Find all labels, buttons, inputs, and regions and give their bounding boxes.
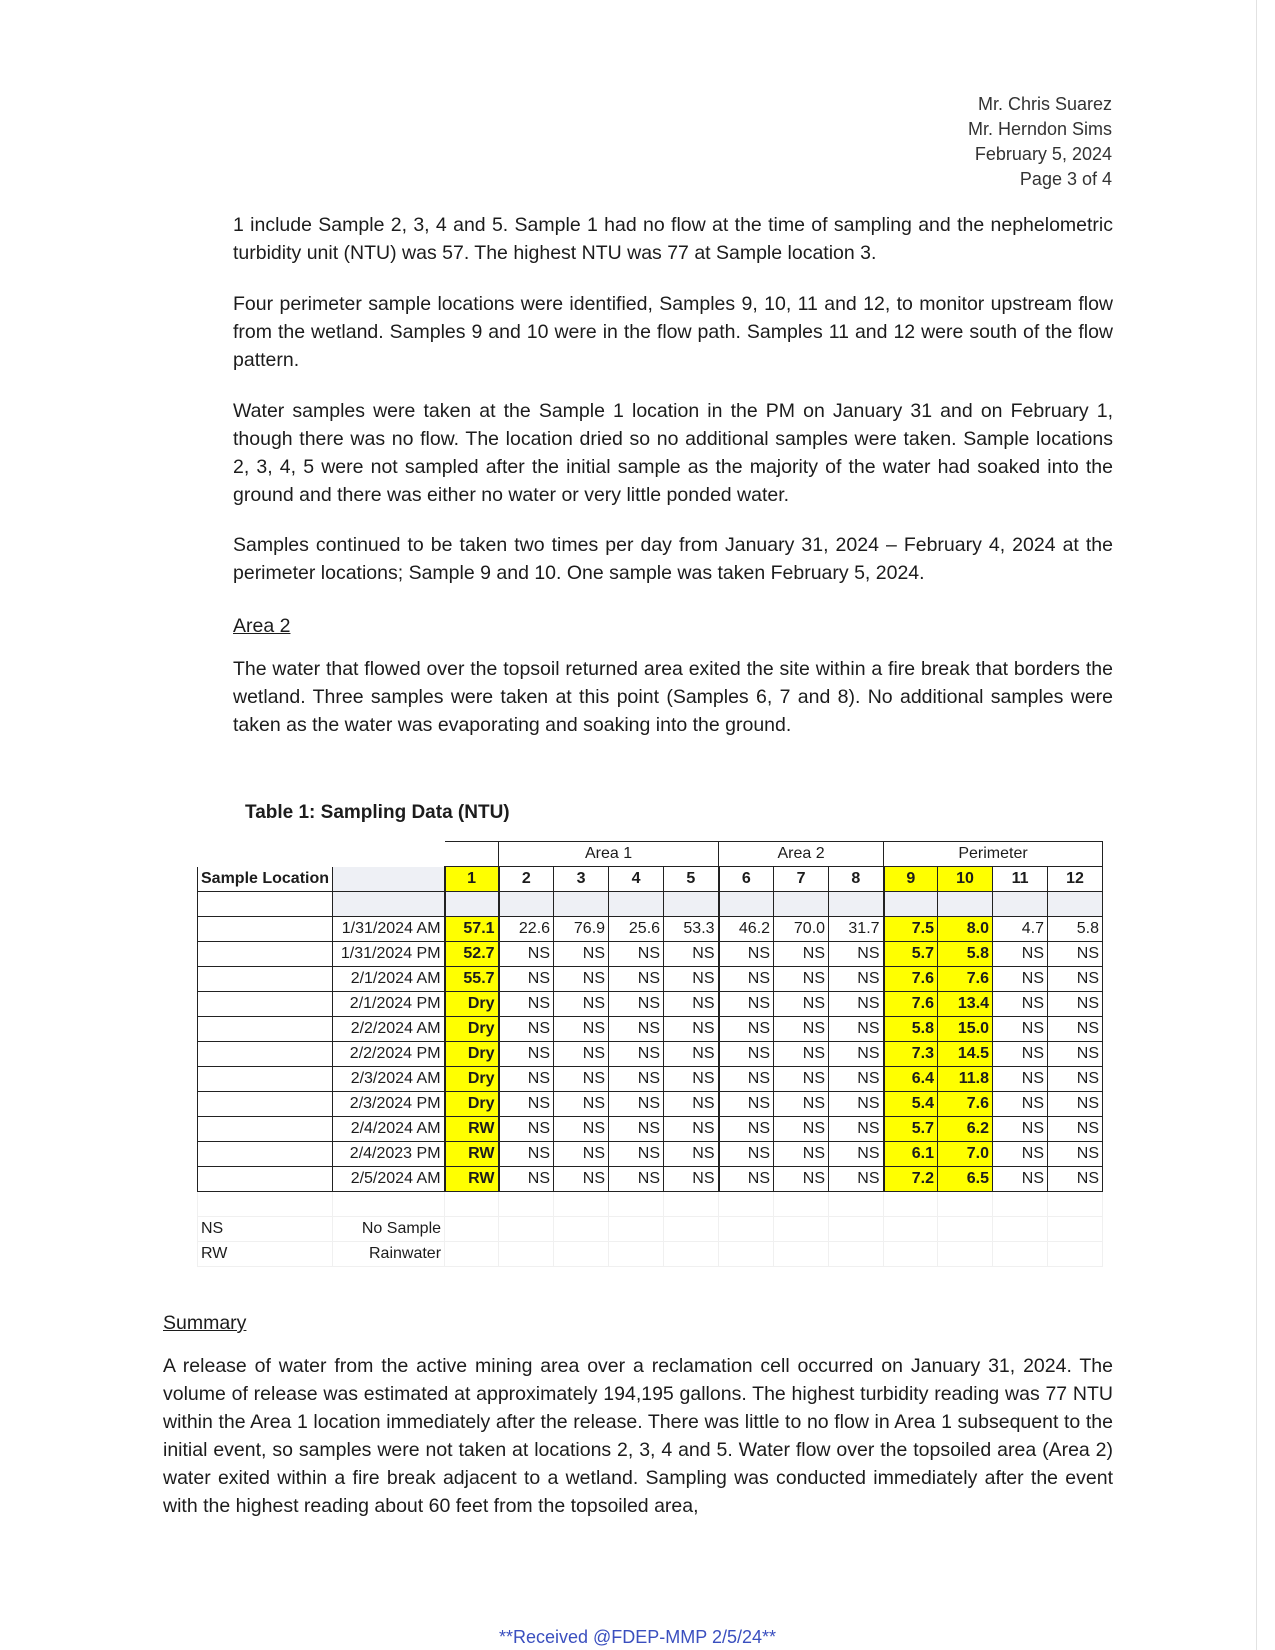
group-area2: Area 2: [719, 842, 884, 867]
cell-sample-9: 6.4: [884, 1067, 938, 1092]
cell-sample-8: NS: [829, 1017, 884, 1042]
column-header-5: 5: [664, 867, 719, 892]
cell-sample-9: 7.6: [884, 992, 938, 1017]
cell-sample-5: NS: [664, 1117, 719, 1142]
cell-sample-6: NS: [719, 1017, 774, 1042]
cell-sample-8: NS: [829, 992, 884, 1017]
cell-sample-5: NS: [664, 1142, 719, 1167]
summary-heading: Summary: [163, 1312, 247, 1334]
cell-sample-9: 5.8: [884, 1017, 938, 1042]
cell-sample-12: NS: [1048, 1067, 1103, 1092]
row-date: 2/2/2024 PM: [333, 1042, 445, 1067]
column-header-9: 9: [884, 867, 938, 892]
column-header-10: 10: [938, 867, 993, 892]
cell-sample-6: NS: [719, 1042, 774, 1067]
cell-sample-12: 5.8: [1048, 917, 1103, 942]
cell-sample-3: NS: [554, 967, 609, 992]
cell-sample-4: NS: [609, 942, 664, 967]
row-date: 1/31/2024 AM: [333, 917, 445, 942]
legend-code: NS: [198, 1217, 333, 1242]
table-row: [198, 967, 1103, 992]
cell-sample-10: 6.2: [938, 1117, 993, 1142]
cell-sample-7: NS: [774, 1067, 829, 1092]
table-row: [198, 1017, 1103, 1042]
spacer-row: [198, 1192, 1103, 1217]
cell-sample-3: NS: [554, 1017, 609, 1042]
column-header-3: 3: [554, 867, 609, 892]
cell-sample-5: NS: [664, 967, 719, 992]
cell-sample-9: 7.5: [884, 917, 938, 942]
sampling-data-table: [197, 841, 1103, 1267]
cell-sample-8: NS: [829, 967, 884, 992]
cell-sample-12: NS: [1048, 1042, 1103, 1067]
cell-sample-11: 4.7: [993, 917, 1048, 942]
cell-sample-4: NS: [609, 1117, 664, 1142]
row-date: 2/4/2024 AM: [333, 1117, 445, 1142]
cell-sample-7: NS: [774, 1042, 829, 1067]
row-date: 2/4/2023 PM: [333, 1142, 445, 1167]
cell-sample-6: NS: [719, 942, 774, 967]
cell-sample-9: 7.3: [884, 1042, 938, 1067]
table-row: [198, 942, 1103, 967]
column-header-2: 2: [499, 867, 554, 892]
table-row: [198, 1167, 1103, 1192]
cell-sample-4: NS: [609, 1167, 664, 1192]
cell-sample-8: NS: [829, 1167, 884, 1192]
cell-sample-11: NS: [993, 1092, 1048, 1117]
column-header-6: 6: [719, 867, 774, 892]
cell-sample-10: 15.0: [938, 1017, 993, 1042]
legend-meaning: Rainwater: [333, 1242, 445, 1267]
group-area1: Area 1: [499, 842, 719, 867]
cell-sample-11: NS: [993, 992, 1048, 1017]
cell-sample-1: RW: [445, 1167, 499, 1192]
cell-sample-3: NS: [554, 1042, 609, 1067]
column-header-4: 4: [609, 867, 664, 892]
cell-sample-1: Dry: [445, 1067, 499, 1092]
cell-sample-3: NS: [554, 942, 609, 967]
legend-code: RW: [198, 1242, 333, 1267]
received-stamp: **Received @FDEP-MMP 2/5/24**: [498, 1627, 777, 1647]
cell-sample-12: NS: [1048, 1142, 1103, 1167]
cell-sample-7: NS: [774, 1167, 829, 1192]
column-header-7: 7: [774, 867, 829, 892]
cell-sample-1: 55.7: [445, 967, 499, 992]
cell-sample-3: NS: [554, 1117, 609, 1142]
recipient-1: Mr. Chris Suarez: [977, 94, 1112, 114]
paragraph-area1-samples: 1 include Sample 2, 3, 4 and 5. Sample 1 had no flow at the time of sampling and the nephelometric turbidity unit (NTU) was 57. The highest NTU was 77 at Sample location 3.: [233, 214, 1113, 264]
column-header-12: 12: [1048, 867, 1103, 892]
cell-sample-5: 53.3: [664, 917, 719, 942]
cell-sample-2: NS: [499, 1092, 554, 1117]
cell-sample-6: NS: [719, 1092, 774, 1117]
cell-sample-9: 7.2: [884, 1167, 938, 1192]
table-row: [198, 917, 1103, 942]
cell-sample-11: NS: [993, 1167, 1048, 1192]
cell-sample-8: NS: [829, 942, 884, 967]
cell-sample-1: Dry: [445, 992, 499, 1017]
cell-sample-10: 8.0: [938, 917, 993, 942]
cell-sample-9: 7.6: [884, 967, 938, 992]
blank-row: [198, 892, 1103, 917]
cell-sample-1: Dry: [445, 1092, 499, 1117]
cell-sample-4: NS: [609, 992, 664, 1017]
cell-sample-1: Dry: [445, 1017, 499, 1042]
cell-sample-9: 6.1: [884, 1142, 938, 1167]
cell-sample-9: 5.7: [884, 1117, 938, 1142]
cell-sample-10: 11.8: [938, 1067, 993, 1092]
cell-sample-7: NS: [774, 967, 829, 992]
table-row: [198, 1042, 1103, 1067]
cell-sample-3: NS: [554, 1142, 609, 1167]
row-date: 2/2/2024 AM: [333, 1017, 445, 1042]
cell-sample-10: 13.4: [938, 992, 993, 1017]
table-row: [198, 992, 1103, 1017]
legend-row: [198, 1217, 1103, 1242]
column-header-1: 1: [445, 867, 499, 892]
cell-sample-8: NS: [829, 1117, 884, 1142]
cell-sample-2: NS: [499, 1042, 554, 1067]
row-date: 2/1/2024 AM: [333, 967, 445, 992]
table-row: [198, 1067, 1103, 1092]
cell-sample-5: NS: [664, 942, 719, 967]
cell-sample-11: NS: [993, 1017, 1048, 1042]
column-header-8: 8: [829, 867, 884, 892]
cell-sample-12: NS: [1048, 1017, 1103, 1042]
recipient-2: Mr. Herndon Sims: [967, 119, 1112, 139]
cell-sample-1: RW: [445, 1117, 499, 1142]
cell-sample-10: 7.0: [938, 1142, 993, 1167]
cell-sample-2: NS: [499, 1017, 554, 1042]
cell-sample-12: NS: [1048, 1167, 1103, 1192]
area2-heading: Area 2: [233, 615, 291, 637]
cell-sample-2: NS: [499, 1117, 554, 1142]
cell-sample-12: NS: [1048, 1117, 1103, 1142]
cell-sample-5: NS: [664, 992, 719, 1017]
cell-sample-4: NS: [609, 1017, 664, 1042]
row-date: 2/3/2024 PM: [333, 1092, 445, 1117]
page-edge: [1256, 0, 1257, 1650]
cell-sample-6: NS: [719, 967, 774, 992]
cell-sample-3: NS: [554, 1167, 609, 1192]
cell-sample-11: NS: [993, 1042, 1048, 1067]
cell-sample-1: Dry: [445, 1042, 499, 1067]
cell-sample-1: RW: [445, 1142, 499, 1167]
cell-sample-3: NS: [554, 992, 609, 1017]
cell-sample-7: NS: [774, 942, 829, 967]
cell-sample-2: NS: [499, 1167, 554, 1192]
cell-sample-2: NS: [499, 992, 554, 1017]
cell-sample-11: NS: [993, 1117, 1048, 1142]
cell-sample-6: NS: [719, 1067, 774, 1092]
cell-sample-12: NS: [1048, 967, 1103, 992]
cell-sample-11: NS: [993, 1067, 1048, 1092]
cell-sample-6: NS: [719, 1167, 774, 1192]
table-row: [198, 1142, 1103, 1167]
cell-sample-2: NS: [499, 1067, 554, 1092]
cell-sample-8: NS: [829, 1042, 884, 1067]
cell-sample-3: NS: [554, 1067, 609, 1092]
group-header-row: [198, 842, 1103, 867]
paragraph-perimeter: Four perimeter sample locations were identified, Samples 9, 10, 11 and 12, to monitor upstream flow from the wetland. Samples 9 and 10 were in the flow path. Samples 11 and 12 were south of the flow pattern.: [233, 293, 1113, 371]
row-date: 1/31/2024 PM: [333, 942, 445, 967]
cell-sample-3: 76.9: [554, 917, 609, 942]
table-row: [198, 1092, 1103, 1117]
cell-sample-11: NS: [993, 942, 1048, 967]
cell-sample-10: 5.8: [938, 942, 993, 967]
cell-sample-8: 31.7: [829, 917, 884, 942]
cell-sample-10: 14.5: [938, 1042, 993, 1067]
cell-sample-5: NS: [664, 1042, 719, 1067]
cell-sample-11: NS: [993, 967, 1048, 992]
column-header-row: [198, 867, 1103, 892]
page-number: Page 3 of 4: [1019, 169, 1112, 189]
cell-sample-5: NS: [664, 1017, 719, 1042]
legend-row: [198, 1242, 1103, 1267]
cell-sample-9: 5.4: [884, 1092, 938, 1117]
cell-sample-11: NS: [993, 1142, 1048, 1167]
sample-location-label: Sample Location: [198, 867, 333, 892]
cell-sample-12: NS: [1048, 942, 1103, 967]
cell-sample-10: 6.5: [938, 1167, 993, 1192]
cell-sample-6: NS: [719, 1117, 774, 1142]
cell-sample-7: NS: [774, 992, 829, 1017]
table-title: Table 1: Sampling Data (NTU): [245, 802, 510, 823]
cell-sample-8: NS: [829, 1092, 884, 1117]
cell-sample-5: NS: [664, 1067, 719, 1092]
cell-sample-3: NS: [554, 1092, 609, 1117]
cell-sample-10: 7.6: [938, 967, 993, 992]
column-header-11: 11: [993, 867, 1048, 892]
cell-sample-6: 46.2: [719, 917, 774, 942]
cell-sample-7: NS: [774, 1117, 829, 1142]
group-perimeter: Perimeter: [884, 842, 1103, 867]
row-date: 2/3/2024 AM: [333, 1067, 445, 1092]
cell-sample-2: 22.6: [499, 917, 554, 942]
cell-sample-4: NS: [609, 1067, 664, 1092]
cell-sample-6: NS: [719, 1142, 774, 1167]
cell-sample-5: NS: [664, 1167, 719, 1192]
cell-sample-4: NS: [609, 1042, 664, 1067]
cell-sample-7: 70.0: [774, 917, 829, 942]
legend-meaning: No Sample: [333, 1217, 445, 1242]
cell-sample-4: 25.6: [609, 917, 664, 942]
cell-sample-5: NS: [664, 1092, 719, 1117]
cell-sample-7: NS: [774, 1017, 829, 1042]
letter-header: [968, 92, 1112, 192]
cell-sample-8: NS: [829, 1067, 884, 1092]
cell-sample-4: NS: [609, 1092, 664, 1117]
cell-sample-12: NS: [1048, 992, 1103, 1017]
cell-sample-7: NS: [774, 1142, 829, 1167]
cell-sample-6: NS: [719, 992, 774, 1017]
cell-sample-2: NS: [499, 942, 554, 967]
row-date: 2/5/2024 AM: [333, 1167, 445, 1192]
cell-sample-12: NS: [1048, 1092, 1103, 1117]
row-date: 2/1/2024 PM: [333, 992, 445, 1017]
cell-sample-2: NS: [499, 967, 554, 992]
cell-sample-1: 52.7: [445, 942, 499, 967]
letter-date: February 5, 2024: [974, 144, 1112, 164]
cell-sample-2: NS: [499, 1142, 554, 1167]
paragraph-sample1: Water samples were taken at the Sample 1 location in the PM on January 31 and on February 1, though there was no flow. The location dried so no additional samples were taken. Sample locations 2, 3, 4, 5 were not sampled after the initial sample as the majority of the water had soaked into the ground and there was either no water or very little ponded water.: [233, 400, 1113, 506]
cell-sample-10: 7.6: [938, 1092, 993, 1117]
table-row: [198, 1117, 1103, 1142]
cell-sample-8: NS: [829, 1142, 884, 1167]
cell-sample-9: 5.7: [884, 942, 938, 967]
cell-sample-4: NS: [609, 967, 664, 992]
cell-sample-7: NS: [774, 1092, 829, 1117]
paragraph-continued-sampling: Samples continued to be taken two times per day from January 31, 2024 – February 4, 2024 at the perimeter locations; Sample 9 and 10. One sample was taken February 5, 2024.: [233, 534, 1113, 584]
cell-sample-4: NS: [609, 1142, 664, 1167]
paragraph-area2: The water that flowed over the topsoil returned area exited the site within a fire break that borders the wetland. Three samples were taken at this point (Samples 6, 7 and 8). No additional samples were taken as the water was evaporating and soaking into the ground.: [233, 658, 1113, 736]
summary-paragraph: A release of water from the active mining area over a reclamation cell occurred on January 31, 2024. The volume of release was estimated at approximately 194,195 gallons. The highest turbidity reading was 77 NTU within the Area 1 location immediately after the release. There was little to no flow in Area 1 subsequent to the initial event, so samples were not taken at locations 2, 3, 4 and 5. Water flow over the topsoiled area (Area 2) water exited within a fire break adjacent to a wetland. Sampling was conducted immediately after the event with the highest reading about 60 feet from the topsoiled area,: [163, 1355, 1113, 1517]
cell-sample-1: 57.1: [445, 917, 499, 942]
